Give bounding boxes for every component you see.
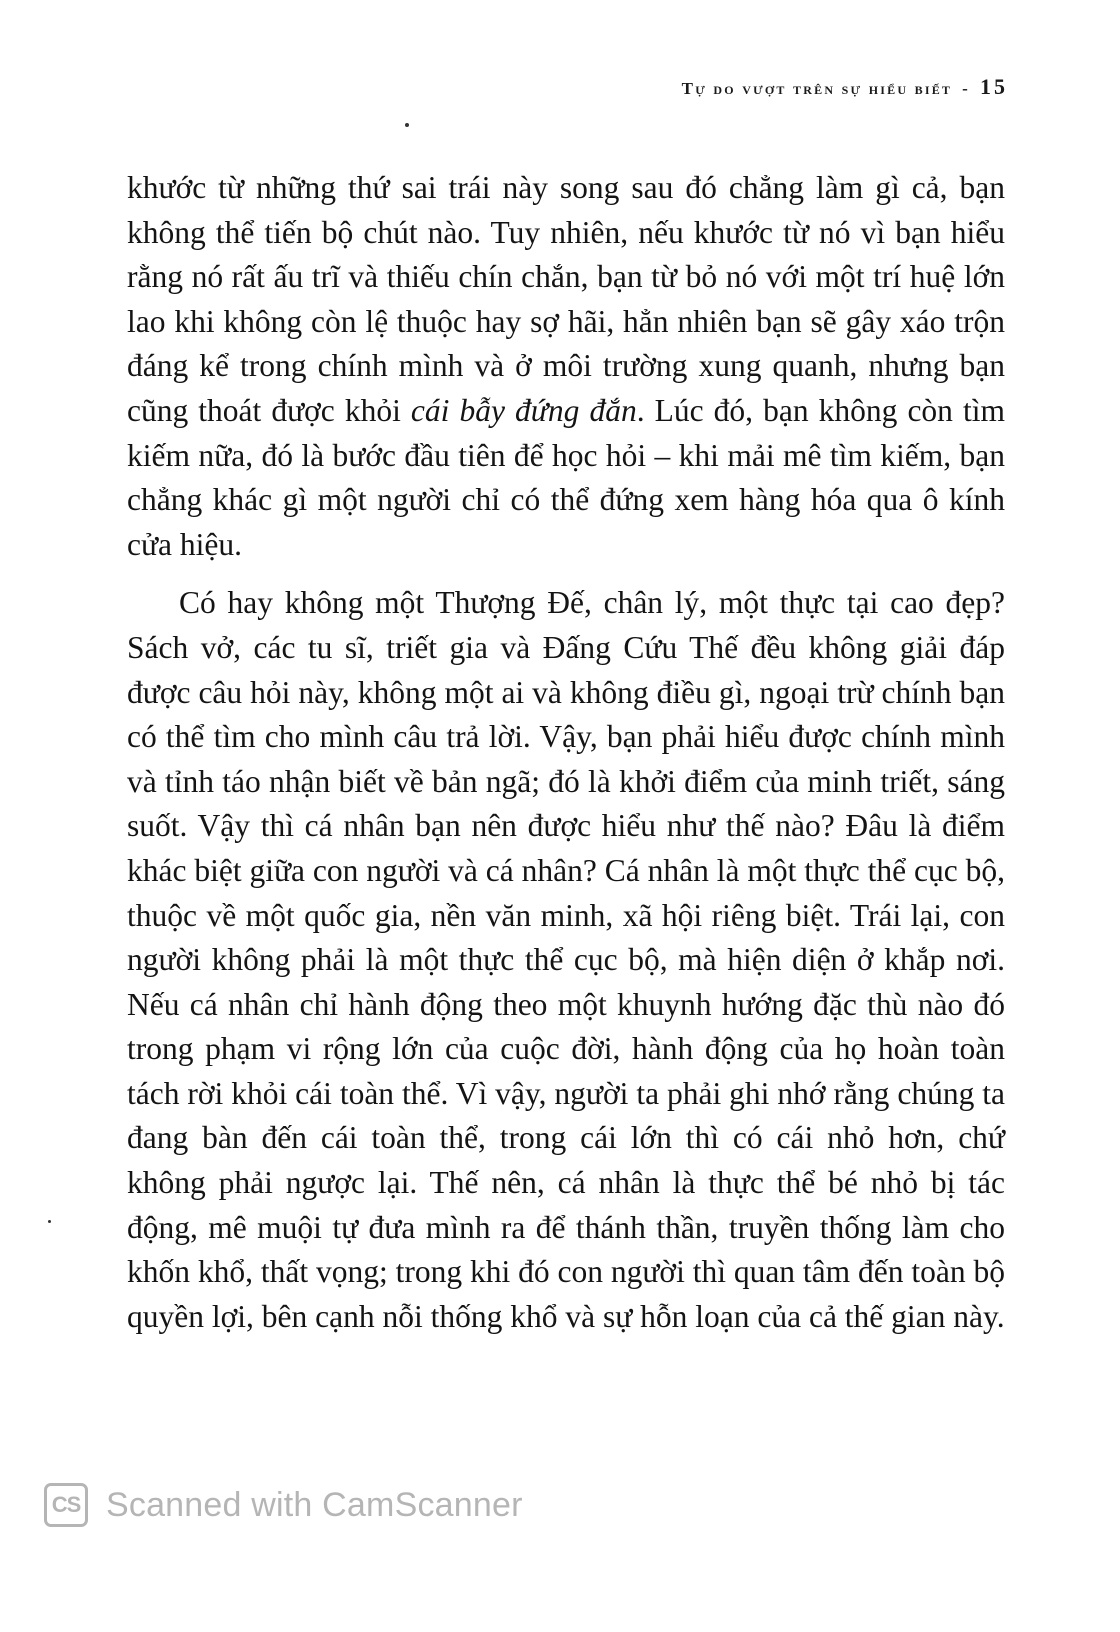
scan-speck — [48, 1220, 51, 1223]
header-separator: - — [962, 79, 970, 98]
scan-speck — [405, 123, 409, 127]
camscanner-watermark — [44, 1483, 523, 1527]
paragraph-1-text-b: . Lúc đó, bạn không còn tìm kiếm nữa, đó là bước đầu tiên để học hỏi – khi mải mê tìm kiếm, bạn chẳng khác gì một người chỉ có thể đứng xem hàng hóa qua ô kính cửa hiệu. — [127, 392, 1005, 562]
page-body — [127, 166, 1005, 1339]
paragraph-1-text-a: khước từ những thứ sai trái này song sau đó chẳng làm gì cả, bạn không thể tiến bộ chút nào. Tuy nhiên, nếu khước từ nó vì bạn hiểu rằng nó rất ấu trĩ và thiếu chín chắn, bạn từ bỏ nó với một trí huệ lớn lao khi không còn lệ thuộc hay sợ hãi, hẳn nhiên bạn sẽ gây xáo trộn đáng kể trong chính mình và ở môi trường xung quanh, nhưng bạn cũng thoát được khỏi — [127, 170, 1005, 428]
watermark-text: Scanned with CamScanner — [106, 1485, 523, 1524]
paragraph-1-italic-phrase: cái bẫy đứng đắn — [410, 392, 637, 428]
running-title: Tự do vượt trên sự hiểu biết — [681, 79, 953, 98]
running-header — [682, 74, 1008, 100]
paragraph-1 — [127, 166, 1005, 567]
page-number: 15 — [980, 74, 1008, 99]
paragraph-2: Có hay không một Thượng Đế, chân lý, một thực tại cao đẹp? Sách vở, các tu sĩ, triết gia và Đấng Cứu Thế đều không giải đáp được câu hỏi này, không một ai và không điều gì, ngoại trừ chính bạn có thể tìm cho mình câu trả lời. Vậy, bạn phải hiểu được chính mình và tỉnh táo nhận biết về bản ngã; đó là khởi điểm của minh triết, sáng suốt. Vậy thì cá nhân bạn nên được hiểu như thế nào? Đâu là điểm khác biệt giữa con người và cá nhân? Cá nhân là một thực thể cục bộ, thuộc về một quốc gia, nền văn minh, xã hội riêng biệt. Trái lại, con người không phải là một thực thể cục bộ, mà hiện diện ở khắp nơi. Nếu cá nhân chỉ hành động theo một khuynh hướng đặc thù nào đó trong phạm vi rộng lớn của cuộc đời, hành động của họ hoàn toàn tách rời khỏi cái toàn thể. Vì vậy, người ta phải ghi nhớ rằng chúng ta đang bàn đến cái toàn thể, trong cái lớn thì có cái nhỏ hơn, chứ không phải ngược lại. Thế nên, cá nhân là thực thể bé nhỏ bị tác động, mê muội tự đưa mình ra để thánh thần, truyền thống làm cho khốn khổ, thất vọng; trong khi đó con người thì quan tâm đến toàn bộ quyền lợi, bên cạnh nỗi thống khổ và sự hỗn loạn của cả thế gian này. — [127, 585, 1006, 1334]
camscanner-logo-icon: CS — [44, 1483, 88, 1527]
